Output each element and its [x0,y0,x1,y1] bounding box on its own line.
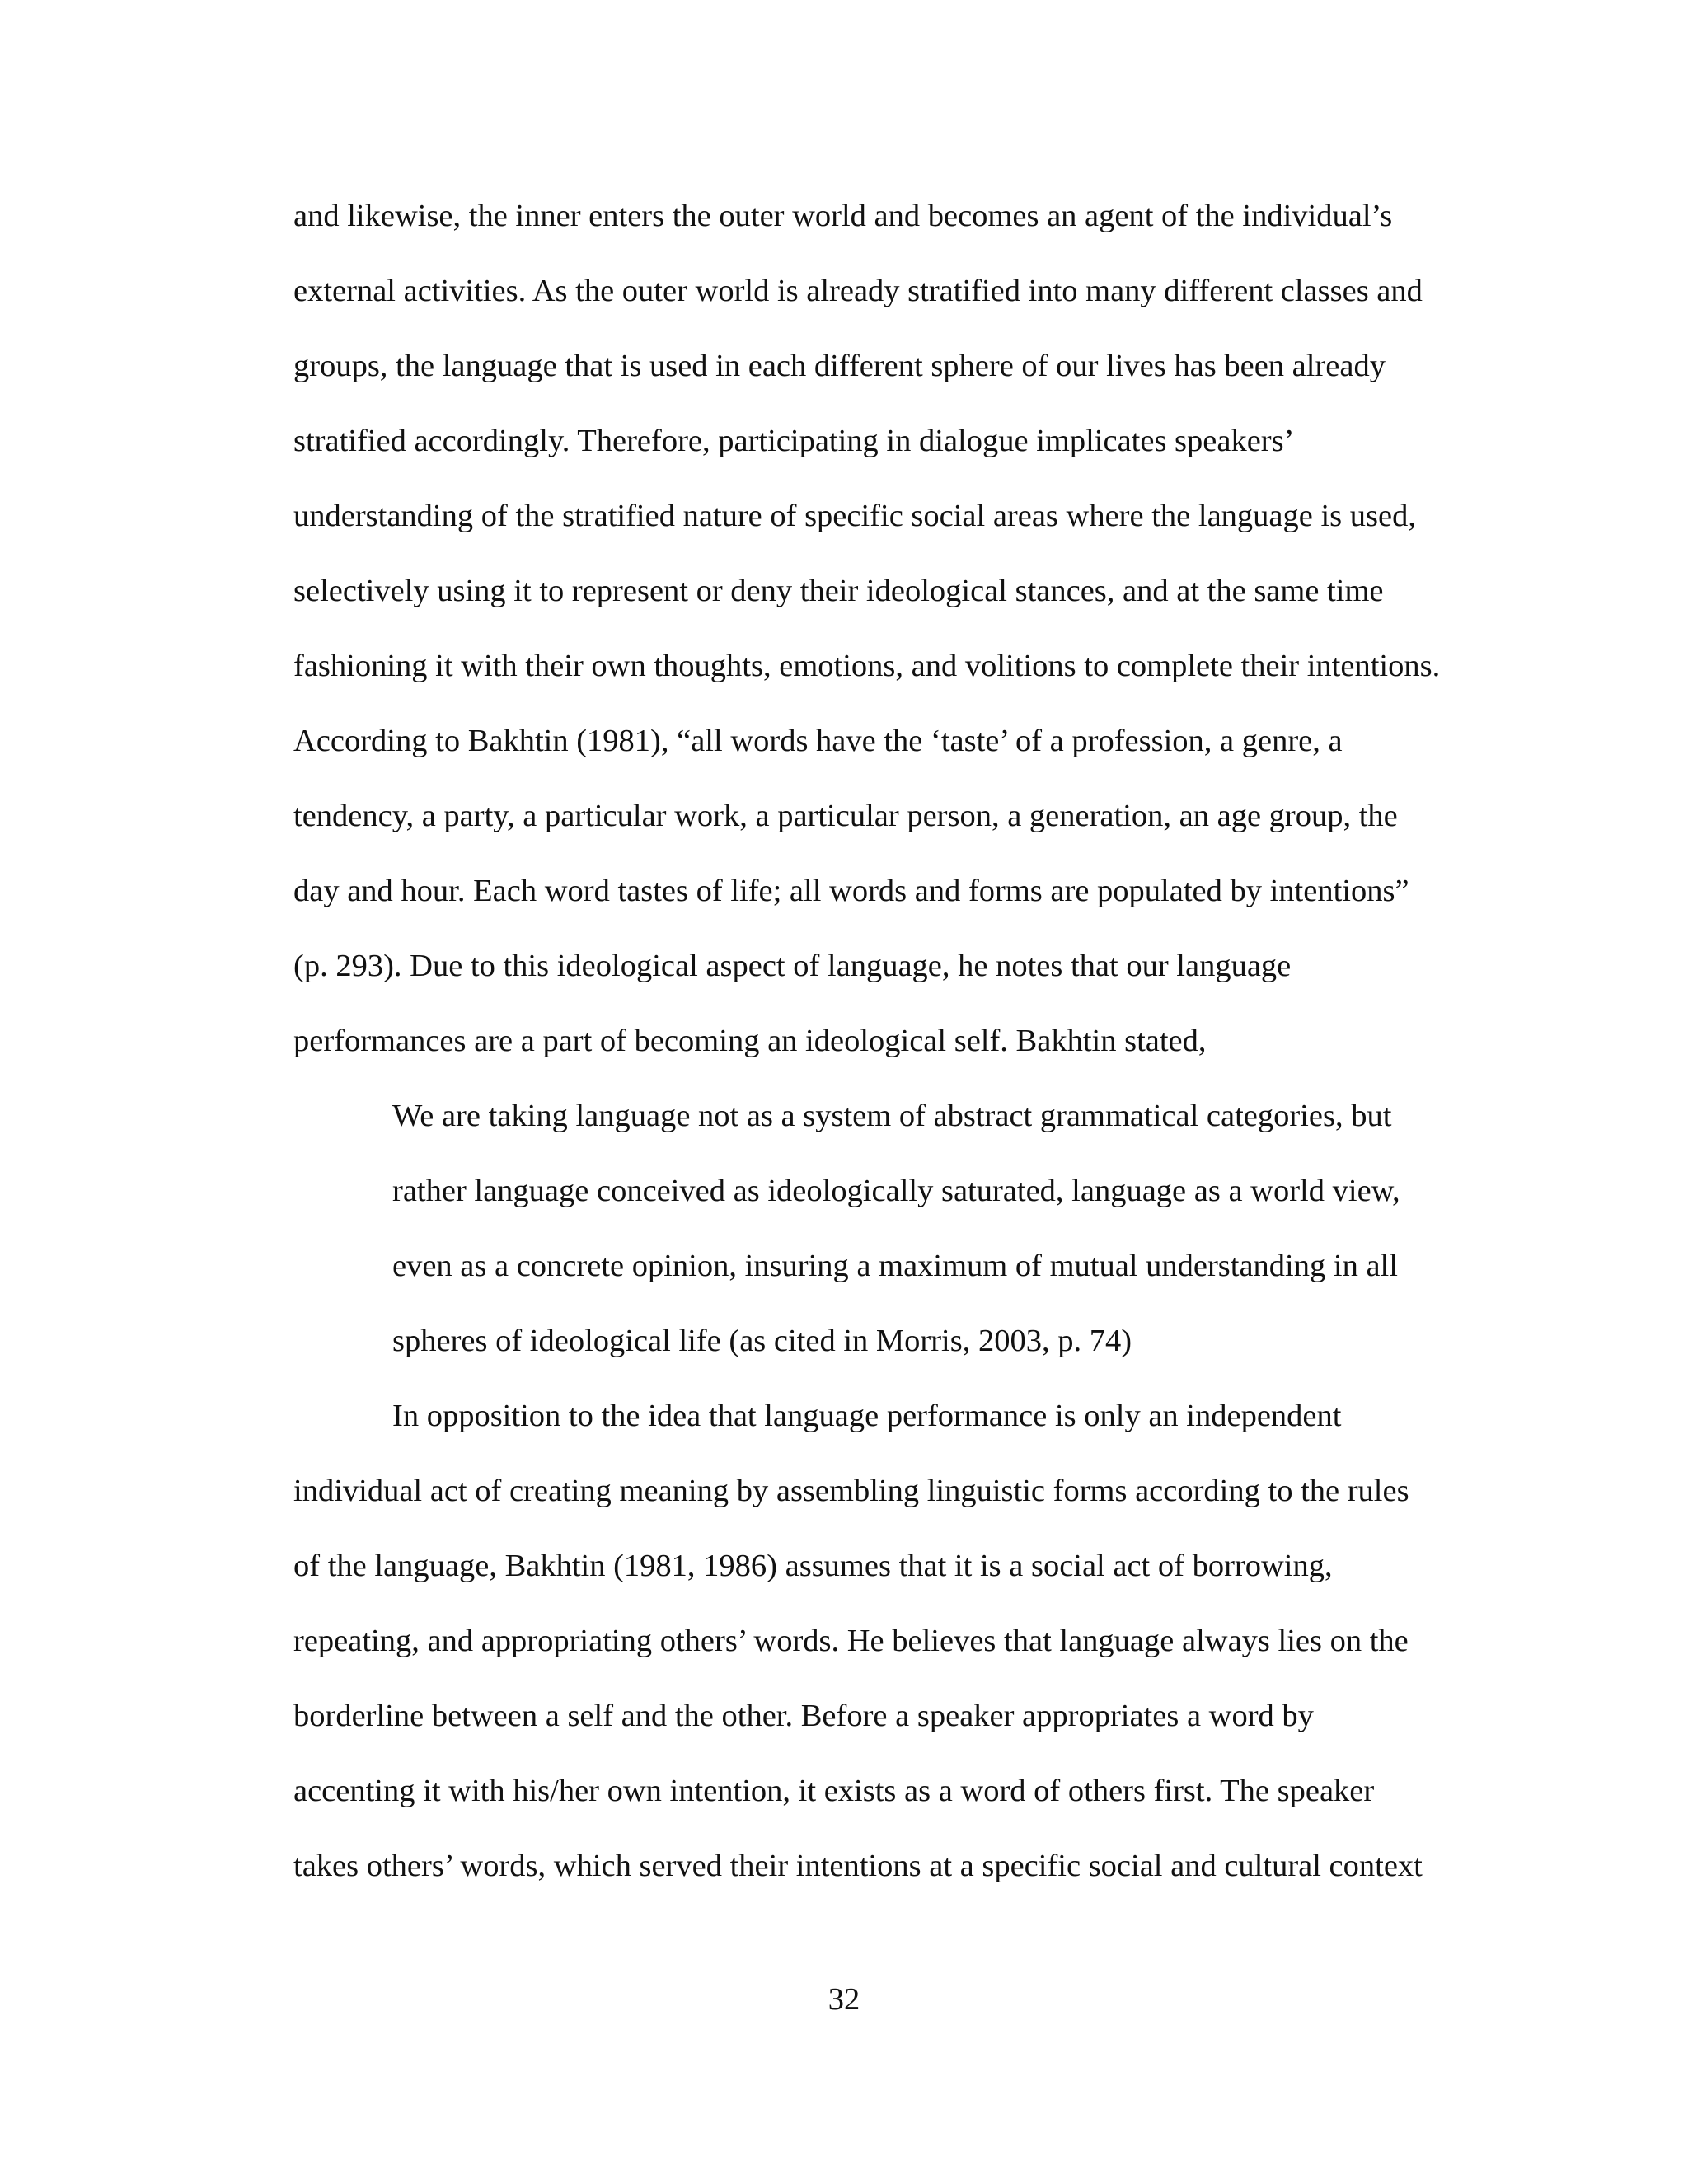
paragraph-line: In opposition to the idea that language performance is only an independent [392,1399,1342,1433]
paragraph-line: (p. 293). Due to this ideological aspect of language, he notes that our language [293,949,1292,983]
paragraph-line: of the language, Bakhtin (1981, 1986) assumes that it is a social act of borrowing, [293,1549,1333,1583]
paragraph-line: day and hour. Each word tastes of life; all words and forms are populated by intentions” [293,874,1409,908]
paragraph-line: stratified accordingly. Therefore, participating in dialogue implicates speakers’ [293,424,1295,458]
paragraph-line: fashioning it with their own thoughts, emotions, and volitions to complete their intentions. [293,649,1441,683]
paragraph-line: tendency, a party, a particular work, a particular person, a generation, an age group, the [293,799,1398,833]
block-quote-line: even as a concrete opinion, insuring a maximum of mutual understanding in all [392,1249,1398,1283]
page-number: 32 [828,1982,860,2017]
block-quote-line: We are taking language not as a system of abstract grammatical categories, but [392,1099,1392,1133]
paragraph-line: understanding of the stratified nature of specific social areas where the language is used, [293,499,1416,533]
paragraph-line: and likewise, the inner enters the outer world and becomes an agent of the individual’s [293,199,1393,233]
block-quote-line: spheres of ideological life (as cited in Morris, 2003, p. 74) [392,1324,1132,1358]
paragraph-line: external activities. As the outer world is already stratified into many different classes and [293,274,1423,308]
paragraph-line: According to Bakhtin (1981), “all words have the ‘taste’ of a profession, a genre, a [293,724,1343,758]
paragraph-line: individual act of creating meaning by assembling linguistic forms according to the rules [293,1474,1409,1508]
paragraph-line: selectively using it to represent or deny their ideological stances, and at the same time [293,574,1384,608]
body-text [293,191,1480,1916]
paragraph-line: accenting it with his/her own intention, it exists as a word of others first. The speaker [293,1774,1375,1808]
block-quote-line: rather language conceived as ideologically saturated, language as a world view, [392,1174,1400,1208]
paragraph-line: performances are a part of becoming an ideological self. Bakhtin stated, [293,1024,1207,1058]
paragraph-line: repeating, and appropriating others’ words. He believes that language always lies on the [293,1624,1409,1658]
paragraph-line: groups, the language that is used in each different sphere of our lives has been already [293,349,1386,383]
paragraph-line: takes others’ words, which served their intentions at a specific social and cultural context [293,1849,1423,1883]
paragraph-line: borderline between a self and the other. Before a speaker appropriates a word by [293,1699,1314,1733]
